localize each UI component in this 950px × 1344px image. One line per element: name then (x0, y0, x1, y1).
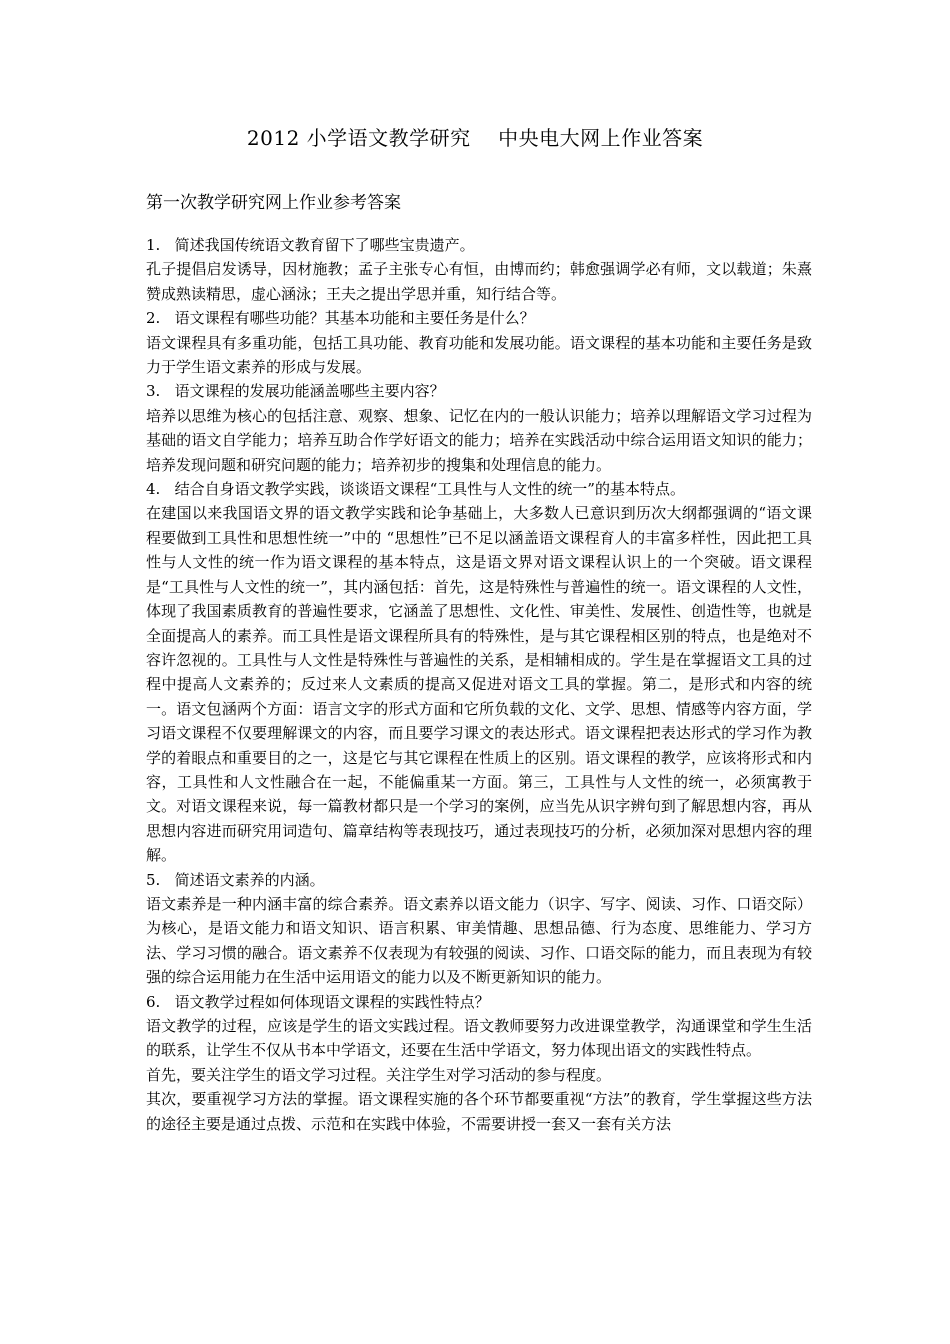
answer-5: 语文素养是一种内涵丰富的综合素养。语文素养以语文能力（识字、写字、阅读、习作、口语交际）为核心，是语文能力和语文知识、语言积累、审美情趣、思想品德、行为态度、思维能力、学习方法、学习习惯的融合。语文素养不仅表现为有较强的阅读、习作、口语交际的能力，而且表现为有较强的综合运用能力在生活中运用语文的能力以及不断更新知识的能力。 (146, 894, 812, 987)
answer-4: 在建国以来我国语文界的语文教学实践和论争基础上，大多数人已意识到历次大纲都强调的“语文课程要做到工具性和思想性统一”中的 “思想性”已不足以涵盖语文课程育人的丰富多样性，因此把工具性与人文性的统一作为语文课程的基本特点，这是语文界对语文课程认识上的一个突破。语文课程是“工具性与人文性的统一”，其内涵包括：首先，这是特殊性与普遍性的统一。语文课程的人文性，体现了我国素质教育的普遍性要求，它涵盖了思想性、文化性、审美性、发展性、创造性等，也就是全面提高人的素养。而工具性是语文课程所具有的特殊性，是与其它课程相区别的特点，也是绝对不容许忽视的。工具性与人文性是特殊性与普遍性的关系，是相辅相成的。学生是在掌握语文工具的过程中提高人文素养的；反过来人文素质的提高又促进对语文工具的掌握。第二，是形式和内容的统一。语文包涵两个方面：语言文字的形式方面和它所负载的文化、文学、思想、情感等内容方面，学习语文课程不仅要理解课文的内容，而且要学习课文的表达形式。语文课程把表达形式的学习作为教学的着眼点和重要目的之一，这是它与其它课程在性质上的区别。语文课程的教学，应该将形式和内容，工具性和人文性融合在一起，不能偏重某一方面。第三，工具性与人文性的统一，必须寓教于文。对语文课程来说，每一篇教材都只是一个学习的案例，应当先从识字辨句到了解思想内容，再从思想内容进而研究用词造句、篇章结构等表现技巧，通过表现技巧的分析，必须加深对思想内容的理解。 (146, 504, 812, 865)
answer-3: 培养以思维为核心的包括注意、观察、想象、记忆在内的一般认识能力；培养以理解语文学习过程为基础的语文自学能力；培养互助合作学好语文的能力；培养在实践活动中综合运用语文知识的能力；培养发现问题和研究问题的能力；培养初步的搜集和处理信息的能力。 (146, 406, 812, 474)
document-title: 2012 小学语文教学研究 中央电大网上作业答案 (246, 126, 704, 150)
question-5: 5. 简述语文素养的内涵。 (146, 870, 325, 889)
question-4: 4. 结合自身语文教学实践，谈谈语文课程“工具性与人文性的统一”的基本特点。 (146, 480, 685, 499)
question-6: 6. 语文教学过程如何体现语文课程的实践性特点？ (146, 992, 490, 1011)
question-2: 2. 语文课程有哪些功能？其基本功能和主要任务是什么？ (146, 309, 535, 328)
answer-6-point-2: 其次，要重视学习方法的掌握。语文课程实施的各个环节都要重视“方法”的教育，学生掌握这些方法的途径主要是通过点拨、示范和在实践中体验，不需要讲授一套又一套有关方法 (146, 1090, 812, 1133)
document-body (146, 233, 812, 1136)
question-3: 3. 语文课程的发展功能涵盖哪些主要内容？ (146, 382, 445, 401)
answer-1: 孔子提倡启发诱导，因材施教；孟子主张专心有恒，由博而约；韩愈强调学必有师，文以载道；朱熹赞成熟读精思，虚心涵泳；王夫之提出学思并重，知行结合等。 (146, 260, 812, 303)
answer-6: 语文教学的过程，应该是学生的语文实践过程。语文教师要努力改进课堂教学，沟通课堂和学生生活的联系，让学生不仅从书本中学语文，还要在生活中学语文，努力体现出语文的实践性特点。 (146, 1017, 812, 1060)
document-subtitle: 第一次教学研究网上作业参考答案 (146, 193, 401, 213)
answer-2: 语文课程具有多重功能，包括工具功能、教育功能和发展功能。语文课程的基本功能和主要任务是致力于学生语文素养的形成与发展。 (146, 333, 812, 377)
question-1: 1. 简述我国传统语文教育留下了哪些宝贵遗产。 (146, 236, 475, 254)
answer-6-point-1: 首先，要关注学生的语文学习过程。关注学生对学习活动的参与程度。 (146, 1065, 612, 1084)
